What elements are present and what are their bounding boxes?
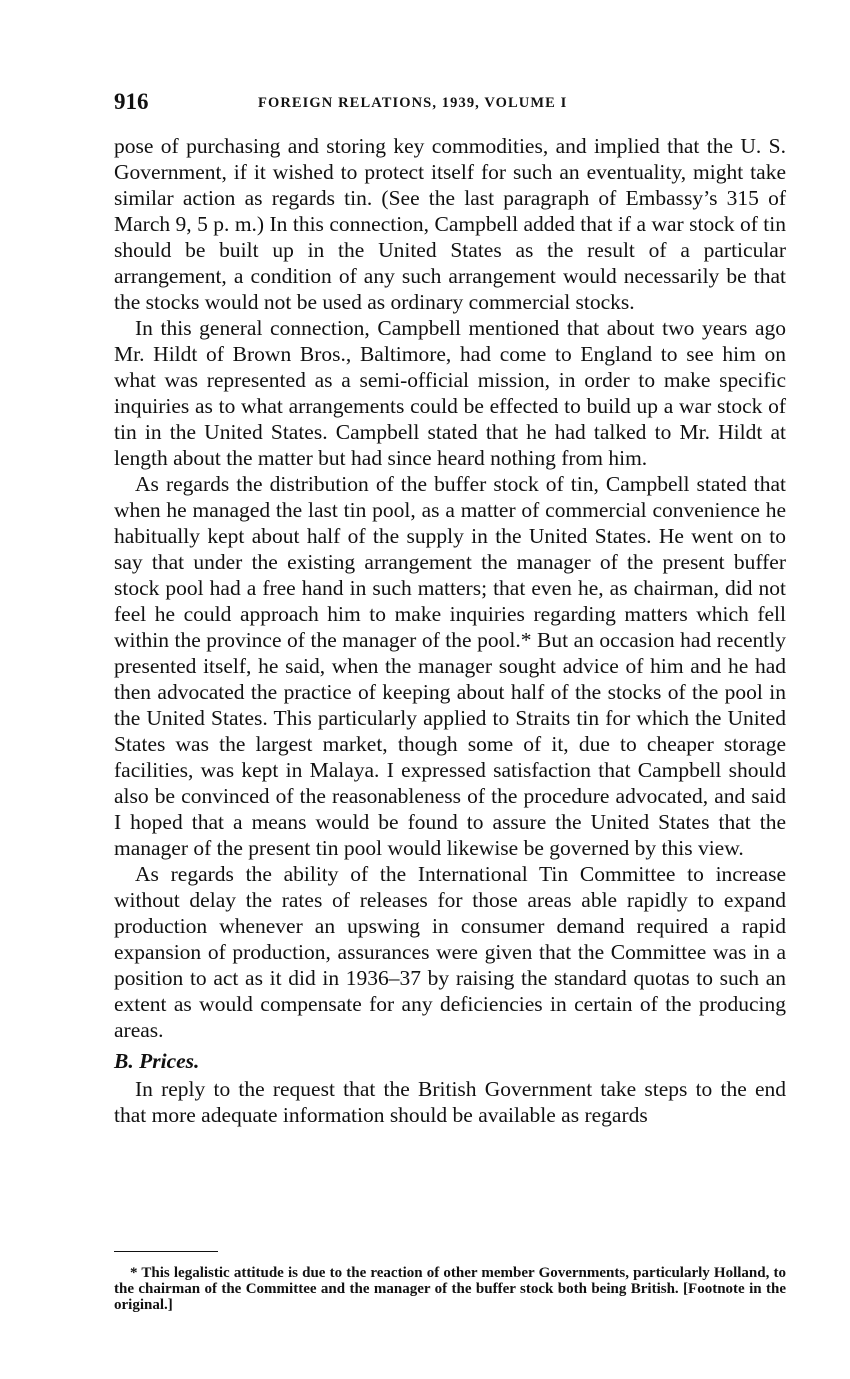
footnote-divider: [114, 1251, 218, 1252]
paragraph-5: In reply to the request that the British Government take steps to the end that more adequate information should be available as regards: [114, 1077, 786, 1127]
body-text: [114, 133, 786, 1128]
paragraph-3: As regards the distribution of the buffer stock of tin, Campbell stated that when he managed the last tin pool, as a matter of commercial convenience he habitually kept about half of the supply in the United States. He went on to say that under the existing arrangement the manager of the present buffer stock pool had a free hand in such matters; that even he, as chairman, did not feel he could approach him to make inquiries regarding matters which fell within the province of the manager of the pool.* But an occasion had recently presented itself, he said, when the manager sought advice of him and he had then advocated the practice of keeping about half of the stocks of the pool in the United States. This particularly applied to Straits tin for which the United States was the largest market, though some of it, due to cheaper storage facilities, was kept in Malaya. I expressed satisfaction that Campbell should also be convinced of the reasonableness of the procedure advocated, and said I hoped that a means would be found to assure the United States that the manager of the present tin pool would likewise be governed by this view.: [114, 472, 786, 860]
running-head: FOREIGN RELATIONS, 1939, VOLUME I: [258, 95, 568, 111]
paragraph-2: In this general connection, Campbell mentioned that about two years ago Mr. Hildt of Brown Bros., Baltimore, had come to England to see him on what was represented as a semi-official mission, in order to make specific inquiries as to what arrangements could be effected to build up a war stock of tin in the United States. Campbell stated that he had talked to Mr. Hildt at length about the matter but had since heard nothing from him.: [114, 316, 786, 470]
paragraph-4: As regards the ability of the International Tin Committee to increase without delay the rates of releases for those areas able rapidly to expand production whenever an upswing in consumer demand required a rapid expansion of production, assurances were given that the Committee was in a position to act as it did in 1936–37 by raising the standard quotas to such an extent as would compensate for any deficiencies in certain of the producing areas.: [114, 862, 786, 1042]
page-header: [114, 88, 786, 118]
paragraph-1: pose of purchasing and storing key commodities, and implied that the U. S. Government, if it wished to protect itself for such an eventuality, might take similar action as regards tin. (See the last paragraph of Embassy’s 315 of March 9, 5 p. m.) In this connection, Campbell added that if a war stock of tin should be built up in the United States as the result of a particular arrangement, a condition of any such arrangement would necessarily be that the stocks would not be used as ordinary commercial stocks.: [114, 134, 786, 314]
page-number: 916: [114, 89, 149, 114]
footnote: [114, 1265, 786, 1313]
footnote-text: * This legalistic attitude is due to the reaction of other member Governments, particularly Holland, to the chairman of the Committee and the manager of the buffer stock both being British. [Footnote in the original.]: [114, 1265, 786, 1313]
section-heading: B. Prices.: [114, 1049, 200, 1073]
